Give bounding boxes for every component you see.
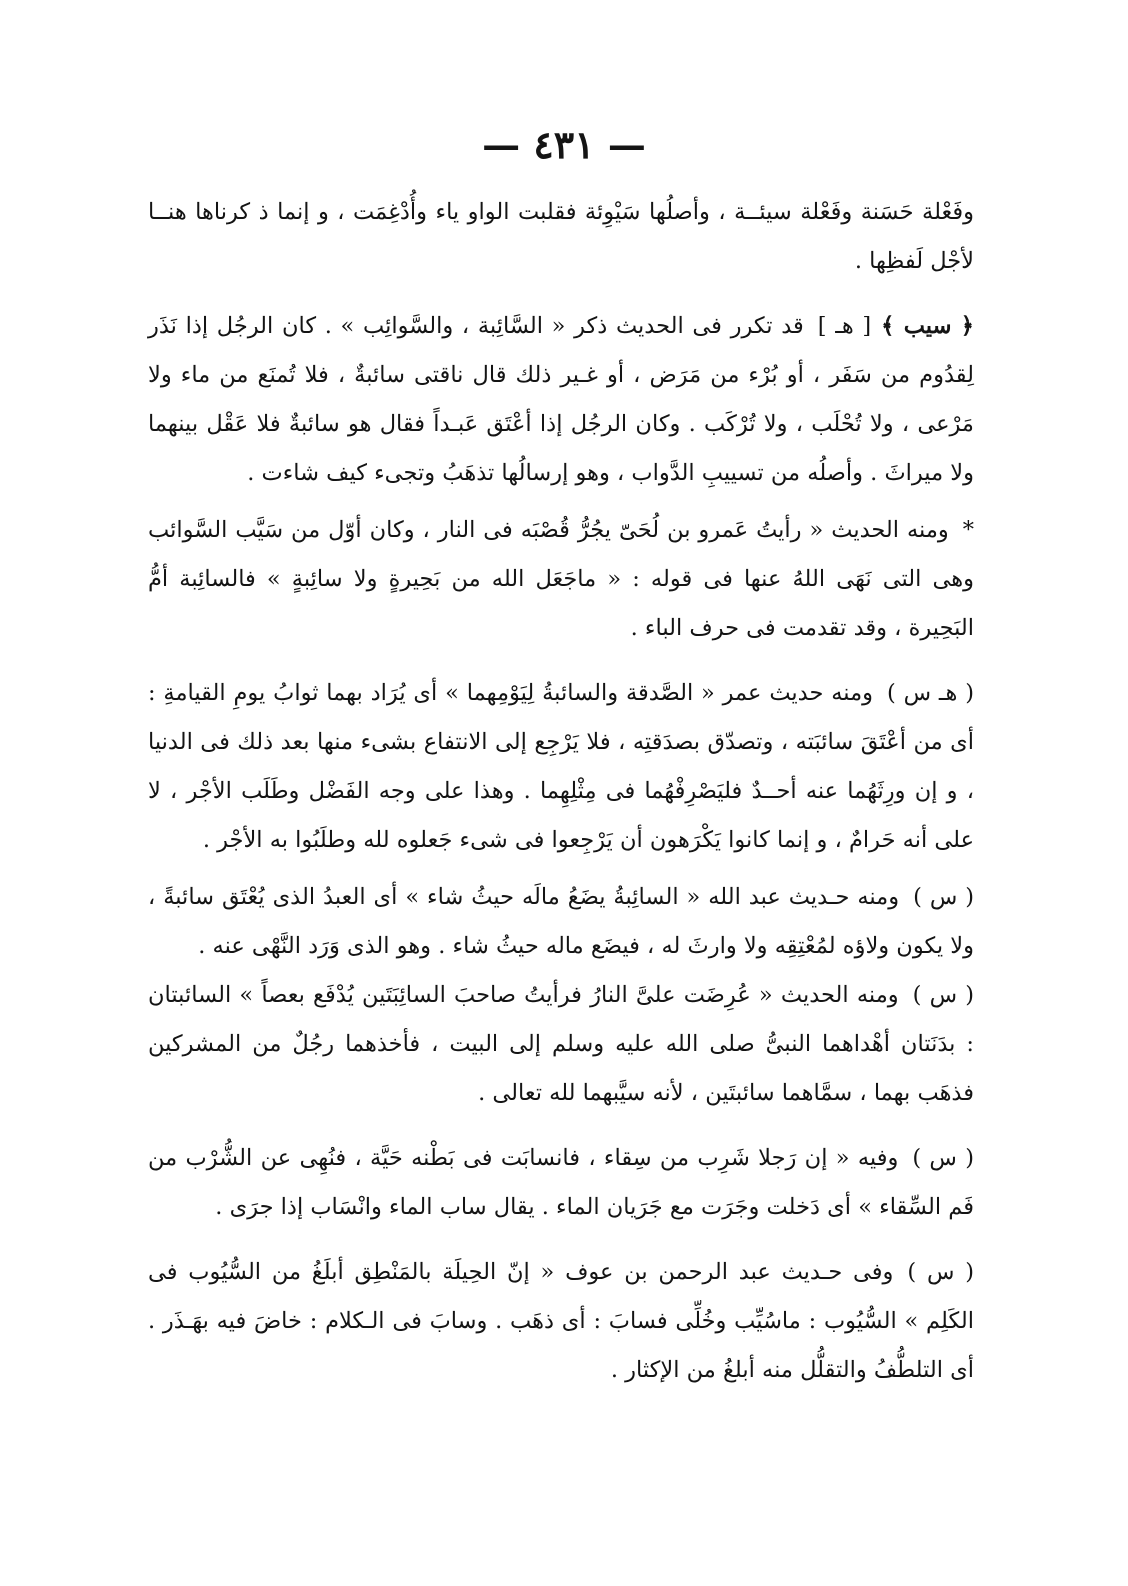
paragraph-text: وفَعْلة حَسَنة وفَعْلة سيئــة ، وأصلُها سَيْوِئة فقلبت الواو ياء وأُدْغِمَت ، و إنما ذ كرناها هنــا لأجْل لَفظِها . [148, 199, 974, 274]
source-mark: [ هـ ] [817, 313, 872, 339]
paragraph [148, 188, 974, 286]
source-mark: ( س ) [913, 884, 975, 910]
source-mark: * [962, 517, 974, 543]
paragraph-text: وفى حـديث عبد الرحمن بن عوف « إنّ الحِيلَة بالمَنْطِق أبلَغُ من السُّيُوب فى الكَلِم » السُّيُوب : ماسُيِّب وخُلِّى فسابَ : أى ذهَب . وسابَ فى الـكلام : خاضَ فيه بهَـذَر . أى التلطُّفُ والتقلُّل منه أبلغُ من الإكثار . [148, 1259, 974, 1383]
paragraph-text: ومنه الحديث « رأيتُ عَمرو بن لُحَىّ يجُرُّ قُصْبَه فى النار ، وكان أوّل من سَيَّب السَّوائب وهى التى نَهَى اللهُ عنها فى قوله : « ماجَعَل الله من بَحِيرةٍ ولا سائِبةٍ » فالسائِبة أمُّ البَحِيرة ، وقد تقدمت فى حرف الباء . [148, 517, 974, 641]
entry-headword: ﴿ سيب ﴾ [881, 313, 974, 339]
paragraph [148, 1248, 974, 1395]
paragraph [148, 873, 974, 971]
text-body [148, 188, 974, 1395]
source-mark: ( س ) [912, 1145, 974, 1171]
paragraph-text: قد تكرر فى الحديث ذكر « السَّائِبة ، والسَّوائِب » . كان الرجُل إذا نَذَر لِقدُوم من سَفَر ، أو بُرْء من مَرَض ، أو غـير ذلك قال ناقتى سائبةٌ ، فلا تُمنَع من ماء ولا مَرْعى ، ولا تُحْلَب ، ولا تُرْكَب . وكان الرجُل إذا أعْتَق عَبـداً فقال هو سائبةٌ فلا عَقْل بينهما ولا ميراثَ . وأصلُه من تسييبِ الدَّواب ، وهو إرسالُها تذهَبُ وتجىء كيف شاءت . [148, 313, 974, 486]
paragraph [148, 669, 974, 865]
paragraph [148, 506, 974, 653]
paragraph [148, 971, 974, 1118]
paragraph-text: وفيه « إن رَجلا شَرِب من سِقاء ، فانسابَت فى بَطْنه حَيَّة ، فنُهِى عن الشُّرْب من فَم السِّقاء » أى دَخلت وجَرَت مع جَرَيان الماء . يقال ساب الماء وانْسَاب إذا جرَى . [148, 1145, 974, 1220]
page-number: — ٤٣١ — [482, 122, 646, 167]
paragraph [148, 1134, 974, 1232]
source-mark: ( هـ س ) [887, 680, 974, 706]
paragraph-text: ومنه حـديث عبد الله « السائِبةُ يضَعُ مالَه حيثُ شاء » أى العبدُ الذى يُعْتَق سائبةً ، ولا يكون ولاؤه لمُعْتِقِه ولا وارثَ له ، فيضَع ماله حيثُ شاء . وهو الذى وَرَد النَّهْى عنه . [148, 884, 974, 959]
paragraph-text: ومنه حديث عمر « الصَّدقة والسائبةُ لِيَوْمِهما » أى يُرَاد بهما ثوابُ يومِ القيامةِ : أى من أعْتَقَ سائبَته ، وتصدّق بصدَقتِه ، فلا يَرْجِع إلى الانتفاع بشىء منها بعد ذلك فى الدنيا ، و إن ورِثَهُما عنه أحــدٌ فليَصْرِفْهُما فى مِثْلِهِما . وهذا على وجه الفَضْل وطَلَب الأجْر ، لا على أنه حَرامٌ ، و إنما كانوا يَكْرَهون أن يَرْجِعوا فى شىء جَعلوه لله وطلَبُوا به الأجْر . [148, 680, 974, 853]
entry-paragraph [148, 302, 974, 498]
paragraph-text: ومنه الحديث « عُرِضَت علىَّ النارُ فرأيتُ صاحبَ السائِبَتَين يُدْفَع بعصاً » السائبتان : بدَنَتان أهْداهما النبىُّ صلى الله عليه وسلم إلى البيت ، فأخذهما رجُلٌ من المشركين فذهَب بهما ، سمَّاهما سائبتَين ، لأنه سيَّبهما لله تعالى . [148, 982, 974, 1106]
source-mark: ( س ) [907, 1259, 974, 1285]
source-mark: ( س ) [912, 982, 975, 1008]
